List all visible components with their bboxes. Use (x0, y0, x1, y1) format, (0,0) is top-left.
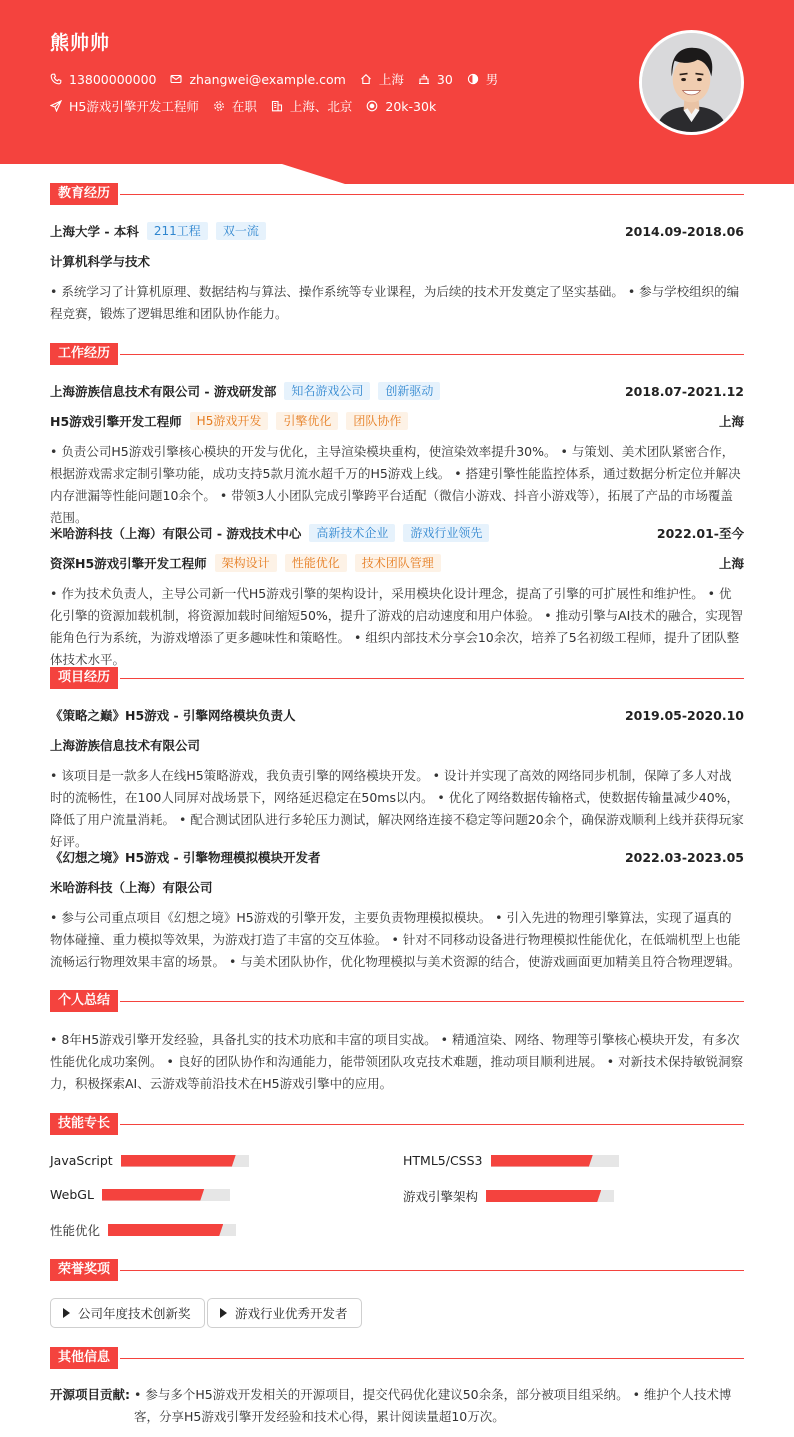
section-title: 教育经历 (50, 183, 118, 205)
age-info (418, 72, 453, 87)
skill-level-bar (108, 1224, 236, 1236)
work-cities-text: 上海、北京 (289, 99, 353, 114)
candidate-name: 熊帅帅 (50, 32, 111, 54)
education-school-row (50, 222, 744, 240)
section-divider (120, 1358, 744, 1359)
section-divider (120, 1124, 744, 1125)
section-title: 项目经历 (50, 667, 118, 689)
school-name: 上海大学 - 本科 (50, 224, 139, 239)
project-description: • 该项目是一款多人在线H5策略游戏，我负责引擎的网络模块开发。 • 设计并实现了高效的网络同步机制，保障了多人对战时的流畅性，在100人同屏对战场景下，网络延迟稳定在50ms以内。 • 优化了网络数据传输格式，使数据传输量减少40%，降低了用户流量消耗。 • 配合测试团队进行多轮压力测试，解决网络连接不稳定等问题20余个，确保游戏顺利上线并获得玩家好评。 (50, 768, 744, 849)
company-tag: 高新技术企业 (309, 524, 395, 542)
education-date: 2014.09-2018.06 (624, 223, 744, 239)
work-company-row (50, 382, 744, 400)
work-location: 上海 (718, 556, 744, 571)
section-title: 技能专长 (50, 1113, 118, 1135)
summary-description: • 8年H5游戏引擎开发经验，具备扎实的技术功底和丰富的项目实战。 • 精通渲染、网络、物理等引擎核心模块开发，有多次性能优化成功案例。 • 良好的团队协作和沟通能力，能带领团队攻克技术难题，推动项目顺利进展。 • 对新技术保持敏锐洞察力，积极探索AI、云游戏等前沿技术在H5游戏引擎中的应用。 (50, 1032, 744, 1091)
skill-level-fill (108, 1224, 223, 1236)
work-description: • 作为技术负责人，主导公司新一代H5游戏引擎的架构设计，采用模块化设计理念，提高了引擎的可扩展性和维护性。 • 优化引擎的资源加载机制，将资源加载时间缩短50%，提升了游戏的启动速度和用户体验。 • 推动引擎与AI技术的融合，实现智能角色行为系统，为游戏增添了更多趣味性和策略性。 • 组织内部技术分享会10余次，培养了5名初级工程师，提升了团队整体技术水平。 (50, 586, 743, 667)
phone-icon (50, 73, 62, 85)
major-name: 计算机科学与技术 (50, 254, 151, 269)
other-info-text: • 参与多个H5游戏开发相关的开源项目，提交代码优化建议50余条，部分被项目组采纳。 • 维护个人技术博客，分享H5游戏引擎开发经验和技术心得，累计阅读量超10万次。 (134, 1387, 732, 1424)
skill-level-bar (486, 1190, 614, 1202)
phone-text: 13800000000 (69, 71, 157, 87)
gender-info (467, 70, 499, 88)
avatar (639, 30, 744, 135)
project-name: 《幻想之境》H5游戏 - 引擎物理模拟模块开发者 (50, 850, 321, 865)
phone-info (50, 72, 156, 87)
play-triangle-icon (220, 1308, 227, 1318)
salary-info (366, 99, 436, 114)
company-name: 上海游族信息技术有限公司 - 游戏研发部 (50, 384, 277, 399)
job-intention-row (50, 97, 450, 115)
project-company-row (50, 736, 744, 754)
award-item (207, 1298, 362, 1328)
project-description: • 参与公司重点项目《幻想之境》H5游戏的引擎开发，主要负责物理模拟模块。 • 引入先进的物理引擎算法，实现了逼真的物体碰撞、重力模拟等效果，为游戏打造了丰富的交互体验。 • 针对不同移动设备进行物理模拟性能优化，在低端机型上也能流畅运行物理效果丰富的场景。 • 与美术团队协作，优化物理模拟与美术资源的结合，使游戏画面更加精美且符合物理逻辑。 (50, 910, 741, 969)
project-company: 米哈游科技（上海）有限公司 (50, 880, 213, 895)
section-header-work (50, 343, 744, 365)
project-title-row (50, 848, 744, 866)
age-text: 30 (436, 71, 453, 87)
position-tag: 架构设计 (215, 554, 277, 572)
work-description: • 负责公司H5游戏引擎核心模块的开发与优化，主导渲染模块重构，使渲染效率提升30%。 • 与策划、美术团队紧密合作，根据游戏需求定制引擎功能，成功支持5款月流水超千万的H5游戏上线。 • 搭建引擎性能监控体系，通过数据分析定位并解决内存泄漏等性能问题10余个。 • 带领3人小团队完成引擎跨平台适配（微信小游戏、抖音小游戏等），拓展了产品的市场覆盖范围。 (50, 444, 741, 525)
skill-level-fill (491, 1155, 593, 1167)
skill-item (50, 1153, 249, 1168)
position-tag: 性能优化 (285, 554, 347, 572)
settings-icon (213, 100, 225, 112)
award-name: 游戏行业优秀开发者 (235, 1306, 348, 1321)
project-name: 《策略之巅》H5游戏 - 引擎网络模块负责人 (50, 708, 296, 723)
email-info (170, 72, 345, 87)
skill-level-fill (121, 1155, 236, 1167)
work-company-row (50, 524, 744, 542)
skill-level-bar (102, 1189, 230, 1201)
building-icon (271, 100, 283, 112)
section-header-other (50, 1347, 744, 1369)
section-divider (120, 1270, 744, 1271)
position-name: H5游戏引擎开发工程师 (50, 414, 182, 429)
work-cities-info (271, 97, 353, 115)
skill-item (403, 1153, 619, 1168)
work-location: 上海 (718, 414, 744, 429)
position-name: 资深H5游戏引擎开发工程师 (50, 556, 207, 571)
work-position-row (50, 412, 744, 430)
position-tag: 团队协作 (346, 412, 408, 430)
section-header-projects (50, 667, 744, 689)
gender-text: 男 (485, 72, 499, 87)
mail-icon (170, 73, 182, 85)
job-title-text: H5游戏引擎开发工程师 (69, 99, 199, 114)
school-tag: 双一流 (216, 222, 266, 240)
city-text: 上海 (378, 72, 404, 87)
salary-text: 20k-30k (385, 98, 437, 114)
education-major-row (50, 252, 744, 270)
email-text: zhangwei@example.com (189, 71, 346, 87)
project-company-row (50, 878, 744, 896)
section-header-summary (50, 990, 744, 1012)
skill-name: HTML5/CSS3 (403, 1153, 483, 1168)
skill-item (403, 1187, 614, 1205)
section-divider (120, 678, 744, 679)
section-title: 其他信息 (50, 1347, 118, 1369)
skill-level-fill (102, 1189, 204, 1201)
company-tag: 创新驱动 (378, 382, 440, 400)
section-title: 工作经历 (50, 343, 118, 365)
job-title-info (50, 97, 199, 115)
play-triangle-icon (63, 1308, 70, 1318)
project-date: 2022.03-2023.05 (624, 849, 744, 865)
company-name: 米哈游科技（上海）有限公司 - 游戏技术中心 (50, 526, 302, 541)
position-tag: 引擎优化 (276, 412, 338, 430)
gender-icon (467, 73, 479, 85)
project-date: 2019.05-2020.10 (624, 707, 744, 723)
project-title-row (50, 706, 744, 724)
company-tag: 游戏行业领先 (403, 524, 489, 542)
skill-name: WebGL (50, 1187, 94, 1202)
section-header-education (50, 183, 744, 205)
section-header-skills (50, 1113, 744, 1135)
status-info (213, 97, 257, 115)
money-icon (366, 100, 378, 112)
skill-item (50, 1221, 236, 1239)
send-icon (50, 100, 62, 112)
work-date: 2022.01-至今 (656, 526, 744, 541)
skill-item (50, 1187, 230, 1202)
skill-level-bar (491, 1155, 619, 1167)
skill-level-fill (486, 1190, 601, 1202)
section-divider (120, 1001, 744, 1002)
other-info-label: 开源项目贡献: (50, 1387, 130, 1402)
award-name: 公司年度技术创新奖 (78, 1306, 191, 1321)
section-divider (120, 354, 744, 355)
skill-name: 游戏引擎架构 (403, 1189, 479, 1204)
skill-level-bar (121, 1155, 249, 1167)
other-info-row (50, 1384, 744, 1428)
position-tag: 技术团队管理 (355, 554, 441, 572)
education-description: • 系统学习了计算机原理、数据结构与算法、操作系统等专业课程，为后续的技术开发奠定了坚实基础。 • 参与学校组织的编程竞赛，锻炼了逻辑思维和团队协作能力。 (50, 284, 740, 321)
school-tag: 211工程 (147, 222, 208, 240)
work-date: 2018.07-2021.12 (624, 383, 744, 399)
work-position-row (50, 554, 744, 572)
section-header-awards (50, 1259, 744, 1281)
avatar-photo-icon (642, 33, 741, 132)
skill-name: JavaScript (50, 1153, 113, 1168)
section-divider (120, 194, 744, 195)
section-title: 个人总结 (50, 990, 118, 1012)
award-item (50, 1298, 205, 1328)
home-icon (360, 73, 372, 85)
project-company: 上海游族信息技术有限公司 (50, 738, 201, 753)
city-info (360, 70, 404, 88)
section-title: 荣誉奖项 (50, 1259, 118, 1281)
status-text: 在职 (231, 99, 257, 114)
company-tag: 知名游戏公司 (284, 382, 370, 400)
cake-icon (418, 73, 430, 85)
contact-row (50, 70, 512, 88)
skill-name: 性能优化 (50, 1223, 101, 1238)
position-tag: H5游戏开发 (190, 412, 269, 430)
